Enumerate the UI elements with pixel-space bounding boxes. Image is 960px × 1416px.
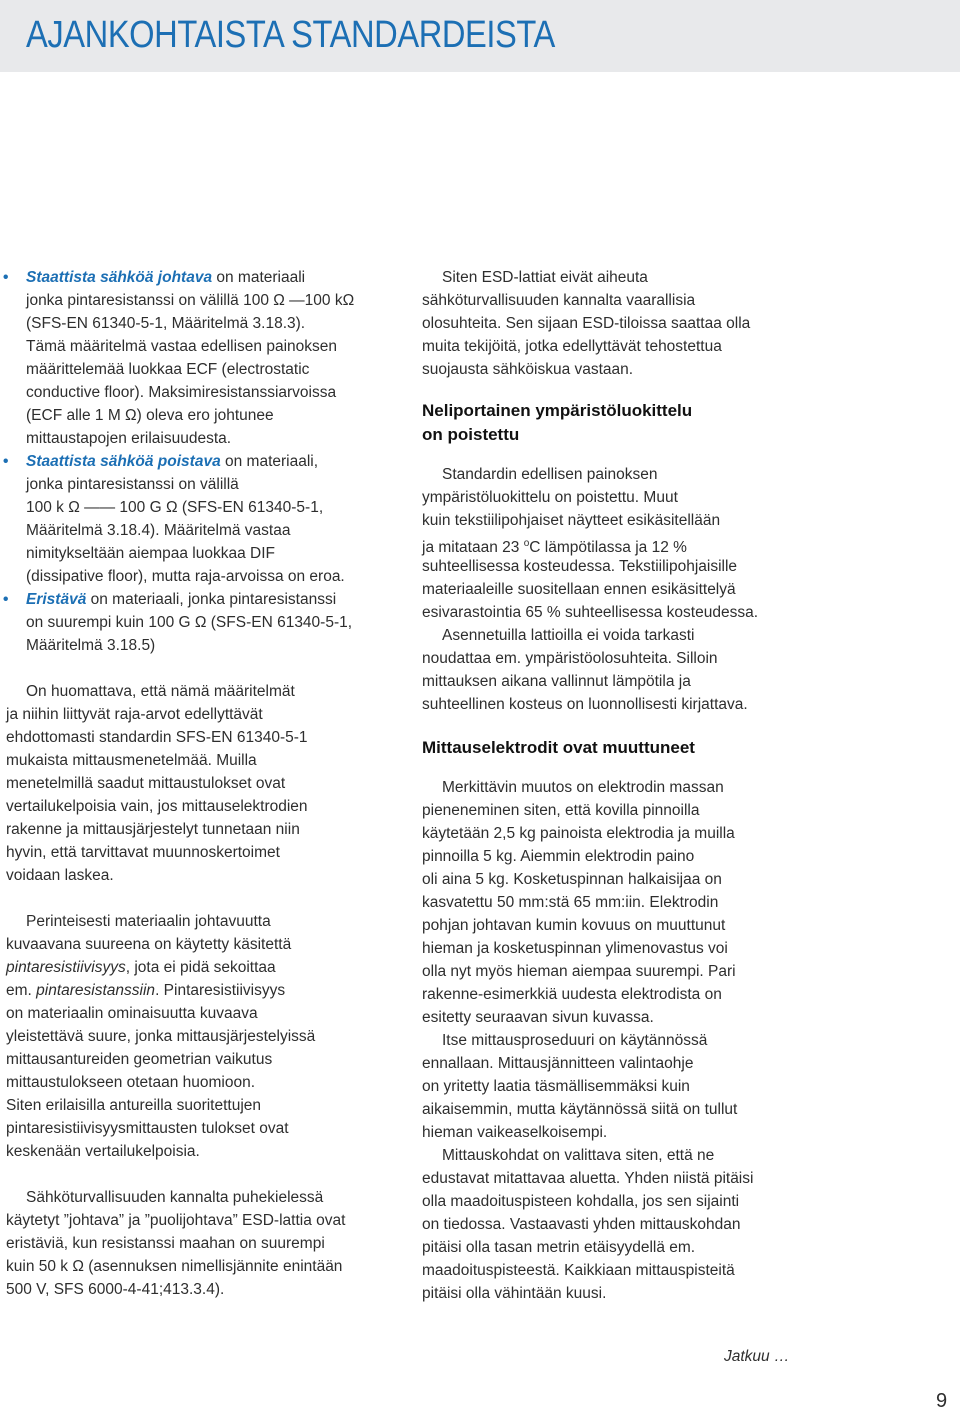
text-line: em. bbox=[6, 982, 37, 999]
text-line: mukaista mittausmenetelmää. Muilla bbox=[6, 752, 257, 769]
text-line: mittaustapojen erilaisuudesta. bbox=[26, 430, 232, 447]
text-line: jonka pintaresistanssi on välillä 100 Ω —100 kΩ bbox=[26, 292, 355, 309]
term-resistance: pintaresistanssiin bbox=[36, 982, 156, 999]
text-line: kuin tekstiilipohjaiset näytteet esikäsitellään bbox=[422, 512, 721, 529]
text-line: Sähköturvallisuuden kannalta puhekielessä bbox=[26, 1189, 324, 1206]
text-line: olosuhteita. Sen sijaan ESD-tiloissa saattaa olla bbox=[422, 315, 751, 332]
text-line: C lämpötilassa ja 12 % bbox=[529, 539, 687, 557]
text-line: (dissipative floor), mutta raja-arvoissa on eroa. bbox=[26, 568, 345, 585]
text-line: on materiaali bbox=[212, 269, 306, 286]
text-line: suhteellinen kosteus on luonnollisesti kirjattava. bbox=[422, 696, 748, 713]
text-line: Standardin edellisen painoksen bbox=[442, 466, 658, 483]
bullet-icon: • bbox=[3, 453, 9, 470]
paragraph-esd-floors bbox=[422, 266, 812, 381]
text-line: ennallaan. Mittausjännitteen valintaohje bbox=[422, 1055, 694, 1072]
term-resistivity: pintaresistiivisyys bbox=[6, 959, 126, 976]
text-line: mittauksen aikana vallinnut lämpötila ja bbox=[422, 673, 691, 690]
text-line: noudattaa em. ympäristöolosuhteita. Silloin bbox=[422, 650, 718, 667]
text-line: Perinteisesti materiaalin johtavuutta bbox=[26, 913, 271, 930]
text-line: pohjan johtavan kumin kovuus on muuttunut bbox=[422, 917, 726, 934]
text-line: keskenään vertailukelpoisia. bbox=[6, 1143, 200, 1160]
text-line: vertailukelpoisia vain, jos mittauselektrodien bbox=[6, 798, 308, 815]
text-line: olla maadoituspisteen kohdalla, jos sen sijainti bbox=[422, 1193, 740, 1210]
degree-sup: o bbox=[523, 538, 530, 549]
text-line: rakenne-esimerkkiä uudesta elektrodista on bbox=[422, 986, 722, 1003]
section-heading-electrodes: Mittauselektrodit ovat muuttuneet bbox=[422, 738, 695, 757]
bullet-icon: • bbox=[3, 269, 9, 286]
text-line: määrittelemää luokkaa ECF (electrostatic bbox=[26, 361, 310, 378]
term-conductive: Staattista sähköä johtava bbox=[26, 269, 213, 286]
text-line: on suurempi kuin 100 G Ω (SFS-EN 61340-5-1, bbox=[26, 614, 353, 631]
text-line: on materiaali, bbox=[220, 453, 319, 470]
text-line: olla nyt myös hieman aiempaa suurempi. Pari bbox=[422, 963, 736, 980]
section-heading-classification-2: on poistettu bbox=[422, 425, 520, 444]
paragraph-electrical-safety bbox=[6, 1186, 392, 1301]
text-line: on yritetty laatia täsmällisemmäksi kuin bbox=[422, 1078, 690, 1095]
text-line: esitetty seuraavan sivun kuvassa. bbox=[422, 1009, 654, 1026]
text-line: jonka pintaresistanssi on välillä bbox=[26, 476, 239, 493]
text-line: eristäviä, kun resistanssi maahan on suurempi bbox=[6, 1235, 325, 1252]
bullet-icon: • bbox=[3, 591, 9, 608]
text-line: aikaisemmin, mutta käytännössä siitä on tullut bbox=[422, 1101, 738, 1118]
text-line: esivarastointia 65 % suhteellisessa kosteudessa. bbox=[422, 604, 759, 621]
text-line: Merkittävin muutos on elektrodin massan bbox=[442, 779, 724, 796]
text-line: . Pintaresistiivisyys bbox=[155, 982, 286, 999]
text-line: Asennetuilla lattioilla ei voida tarkasti bbox=[442, 627, 695, 644]
text-line: pitäisi olla tasan metrin etäisyydellä em. bbox=[422, 1239, 696, 1256]
text-line: 500 V, SFS 6000-4-41;413.3.4). bbox=[6, 1281, 225, 1298]
text-line: materiaaleille suositellaan ennen esikäsittelyä bbox=[422, 581, 736, 598]
text-line: on materiaalin ominaisuutta kuvaava bbox=[6, 1005, 258, 1022]
text-line: pintaresistiivisyysmittausten tulokset ovat bbox=[6, 1120, 289, 1137]
text-line: maadoituspisteestä. Kaikkiaan mittauspisteitä bbox=[422, 1262, 735, 1279]
text-line: on tiedossa. Vastaavasti yhden mittauskohdan bbox=[422, 1216, 741, 1233]
text-line: hieman vaikeaselkoisempi. bbox=[422, 1124, 608, 1141]
text-line: suhteellisessa kosteudessa. Tekstiilipohjaisille bbox=[422, 558, 738, 575]
text-line: muita tekijöitä, jotka edellyttävät tehostettua bbox=[422, 338, 722, 355]
text-line: ja mitataan 23 bbox=[422, 539, 524, 557]
paragraph-installed-floors bbox=[422, 624, 812, 716]
text-line: hieman ja kosketuspinnan ylimenovastus voi bbox=[422, 940, 728, 957]
text-line: Määritelmä 3.18.5) bbox=[26, 637, 156, 654]
text-line: nimitykseltään aiempaa luokkaa DIF bbox=[26, 545, 275, 562]
text-line: käytetyt ”johtava” ja ”puolijohtava” ESD-lattia ovat bbox=[6, 1212, 346, 1229]
text-line: kuin 50 k Ω (asennuksen nimellisjännite enintään bbox=[6, 1258, 343, 1275]
text-line: kasvatettu 50 mm:stä 65 mm:iin. Elektrodin bbox=[422, 894, 719, 911]
definition-conductive bbox=[3, 266, 392, 450]
text-line: (SFS-EN 61340-5-1, Määritelmä 3.18.3). bbox=[26, 315, 306, 332]
text-line: mittaustulokseen otetaan huomioon. bbox=[6, 1074, 256, 1091]
term-dissipative: Staattista sähköä poistava bbox=[26, 453, 221, 470]
definition-dissipative bbox=[3, 450, 392, 588]
text-line: , jota ei pidä sekoittaa bbox=[125, 959, 276, 976]
text-line: edustavat mitattavaa aluetta. Yhden niistä pitäisi bbox=[422, 1170, 754, 1187]
text-line: mittausantureiden geometrian vaikutus bbox=[6, 1051, 273, 1068]
text-line: käytetään 2,5 kg painoista elektrodia ja muilla bbox=[422, 825, 735, 842]
text-line: suojausta sähköiskua vastaan. bbox=[422, 361, 634, 378]
text-line: ja niihin liittyvät raja-arvot edellyttävät bbox=[6, 706, 263, 723]
text-line: ympäristöluokittelu on poistettu. Muut bbox=[422, 489, 678, 506]
text-line: voidaan laskea. bbox=[6, 867, 114, 884]
paragraph-resistivity bbox=[6, 910, 392, 1163]
text-line: Määritelmä 3.18.4). Määritelmä vastaa bbox=[26, 522, 291, 539]
text-line: hyvin, että tarvittavat muunnoskertoimet bbox=[6, 844, 280, 861]
text-line: On huomattava, että nämä määritelmät bbox=[26, 683, 295, 700]
paragraph-classification bbox=[422, 463, 812, 624]
text-line: oli aina 5 kg. Kosketuspinnan halkaisijaa on bbox=[422, 871, 722, 888]
paragraph-note bbox=[6, 680, 392, 887]
text-line: ehdottomasti standardin SFS-EN 61340-5-1 bbox=[6, 729, 308, 746]
text-line: 100 k Ω —— 100 G Ω (SFS-EN 61340-5-1, bbox=[26, 499, 324, 516]
text-line: pinnoilla 5 kg. Aiemmin elektrodin paino bbox=[422, 848, 695, 865]
continued-note: Jatkuu … bbox=[724, 1348, 790, 1365]
text-line: menetelmillä saadut mittaustulokset ovat bbox=[6, 775, 286, 792]
paragraph-electrodes bbox=[422, 776, 812, 1029]
text-line: sähköturvallisuuden kannalta vaarallisia bbox=[422, 292, 696, 309]
page-number: 9 bbox=[936, 1390, 948, 1412]
paragraph-measurement-points bbox=[422, 1144, 812, 1305]
text-line: rakenne ja mittausjärjestelyt tunnetaan niin bbox=[6, 821, 300, 838]
text-line: Tämä määritelmä vastaa edellisen painoksen bbox=[26, 338, 338, 355]
text-line: (ECF alle 1 M Ω) oleva ero johtunee bbox=[26, 407, 274, 424]
section-heading-classification: Neliportainen ympäristöluokittelu bbox=[422, 401, 693, 420]
text-line: Itse mittausproseduuri on käytännössä bbox=[442, 1032, 708, 1049]
text-line: conductive floor). Maksimiresistanssiarvoissa bbox=[26, 384, 337, 401]
text-line: Siten erilaisilla antureilla suoritettujen bbox=[6, 1097, 262, 1114]
text-line: on materiaali, jonka pintaresistanssi bbox=[86, 591, 337, 608]
left-column bbox=[3, 266, 392, 1301]
text-line: pitäisi olla vähintään kuusi. bbox=[422, 1285, 607, 1302]
text-line: Siten ESD-lattiat eivät aiheuta bbox=[442, 269, 648, 286]
paragraph-procedure bbox=[422, 1029, 812, 1144]
page-title: AJANKOHTAISTA STANDARDEISTA bbox=[26, 14, 555, 56]
right-column bbox=[422, 266, 812, 1305]
text-line: yleistettävä suure, jonka mittausjärjestelyissä bbox=[6, 1028, 316, 1045]
page-header bbox=[0, 0, 960, 72]
text-line: pieneneminen siten, että kovilla pinnoilla bbox=[422, 802, 700, 819]
term-insulative: Eristävä bbox=[26, 591, 87, 608]
text-line: Mittauskohdat on valittava siten, että ne bbox=[442, 1147, 715, 1164]
definition-insulative bbox=[3, 588, 392, 657]
text-line: kuvaavana suureena on käytetty käsitettä bbox=[6, 936, 292, 953]
